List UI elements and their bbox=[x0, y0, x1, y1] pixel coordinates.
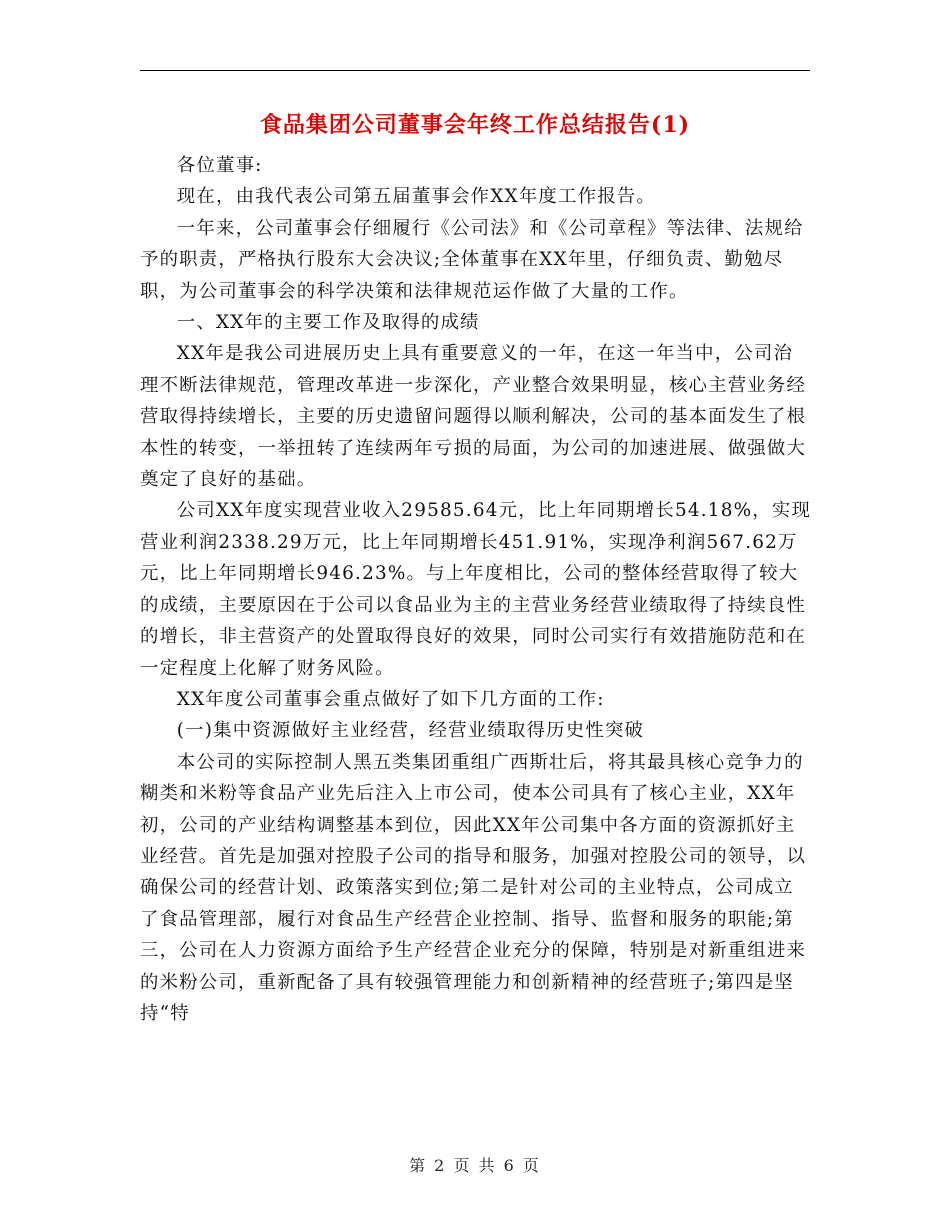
paragraph-work-intro: XX年度公司董事会重点做好了如下几方面的工作: bbox=[176, 688, 605, 710]
paragraph-overview: 一年来，公司董事会仔细履行《公司法》和《公司章程》等法律、法规给予的职责，严格执行股东大会决议;全体董事在XX年里，仔细负责、勤勉尽职，为公司董事会的科学决策和法律规范运作做了大量的工作。 bbox=[140, 217, 804, 302]
paragraph-year-summary: XX年是我公司进展历史上具有重要意义的一年，在这一年当中，公司治理不断法律规范，管理改革进一步深化，产业整合效果明显，核心主营业务经营取得持续增长，主要的历史遗留问题得以顺利解决，公司的基本面发生了根本性的转变，一举扭转了连续两年亏损的局面，为公司的加速进展、做强做大奠定了良好的基础。 bbox=[140, 343, 807, 491]
document-title: 食品集团公司董事会年终工作总结报告(1) bbox=[259, 112, 691, 138]
section-heading-1: 一、XX年的主要工作及取得的成绩 bbox=[176, 312, 480, 334]
page-number: 第 2 页 共 6 页 bbox=[409, 1156, 541, 1175]
paragraph-intro: 现在，由我代表公司第五届董事会作XX年度工作报告。 bbox=[176, 186, 656, 208]
subsection-heading-1: (一)集中资源做好主业经营，经营业绩取得历史性突破 bbox=[176, 720, 645, 742]
document-body bbox=[140, 150, 812, 1029]
paragraph-financials: 公司XX年度实现营业收入29585.64元，比上年同期增长54.18%，实现营业利润2338.29万元，比上年同期增长451.91%，实现净利润567.62万元，比上年同期增长946.23%。与上年度相比，公司的整体经营取得了较大的成绩，主要原因在于公司以食品业为主的主营业务经营业绩取得了持续良性的增长，非主营资产的处置取得良好的效果，同时公司实行有效措施防范和在一定程度上化解了财务风险。 bbox=[140, 500, 812, 679]
paragraph-core-business: 本公司的实际控制人黑五类集团重组广西斯壮后，将其最具核心竞争力的糊类和米粉等食品产业先后注入上市公司，使本公司具有了核心主业，XX年初，公司的产业结构调整基本到位，因此XX年公司集中各方面的资源抓好主业经营。首先是加强对控股子公司的指导和服务，加强对控股公司的领导，以确保公司的经营计划、政策落实到位;第二是针对公司的主业特点，公司成立了食品管理部，履行对食品生产经营企业控制、指导、监督和服务的职能;第三，公司在人力资源方面给予生产经营企业充分的保障，特别是对新重组进来的米粉公司，重新配备了具有较强管理能力和创新精神的经营班子;第四是坚持“特 bbox=[140, 751, 807, 1024]
paragraph-salutation: 各位董事: bbox=[176, 155, 263, 176]
header-rule bbox=[140, 70, 810, 71]
